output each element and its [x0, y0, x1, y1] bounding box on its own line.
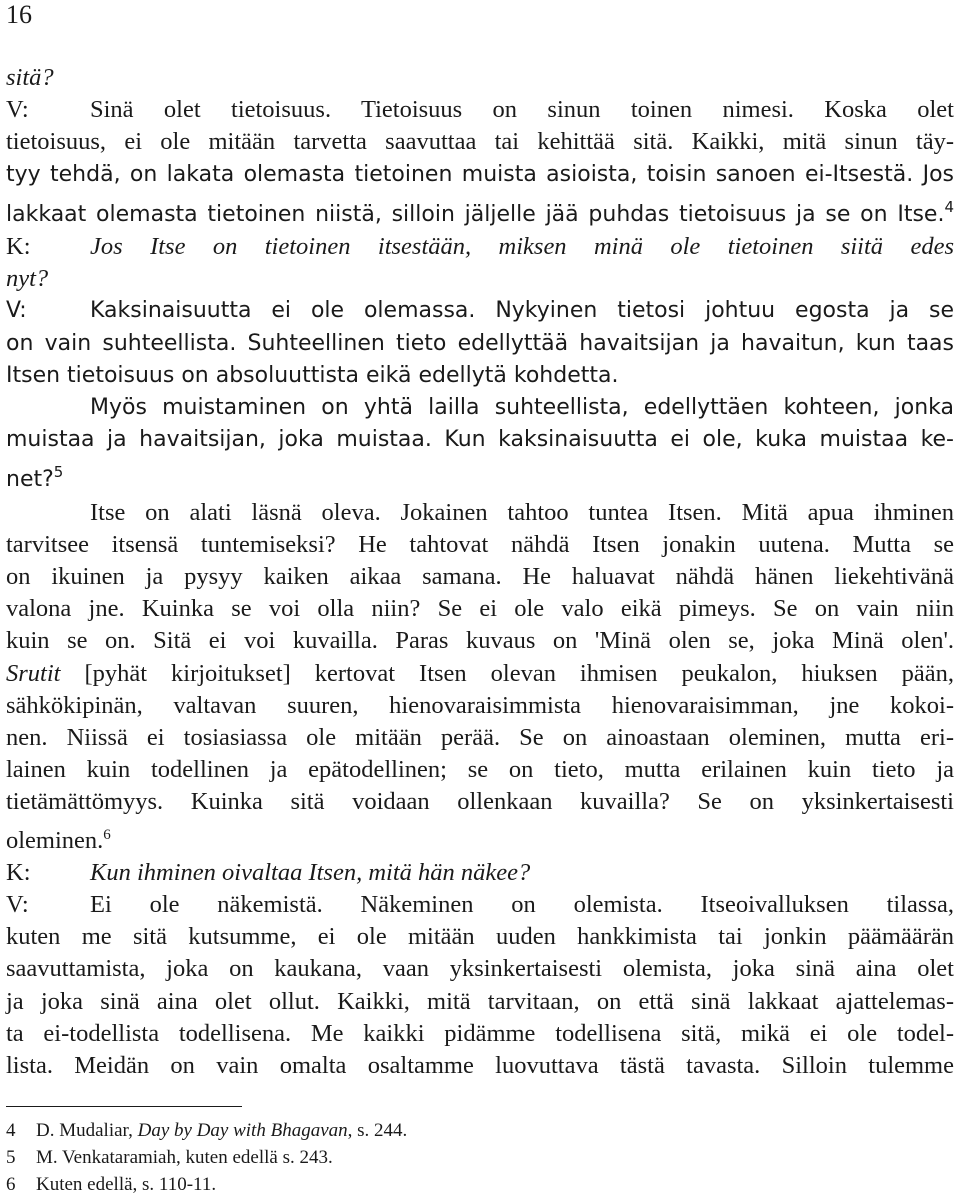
paragraph-line: tietämättömyys. Kuinka sitä voidaan ollenkaan kuvailla? Se on yksinkertaisesti [6, 788, 954, 816]
paragraph-line: ja joka sinä aina olet ollut. Kaikki, mitä tarvitaan, on että sinä lakkaat ajattelemas- [6, 987, 954, 1015]
footnote: 4 D. Mudaliar, Day by Day with Bhagavan, s. 244. [6, 1120, 408, 1141]
footnote: 5 M. Venkataramiah, kuten edellä s. 243. [6, 1147, 333, 1168]
paragraph-line: sähkökipinän, valtavan suuren, hienovaraisimmista hienovaraisimman, jne kokoi- [6, 691, 954, 719]
paragraph-line: valona jne. Kuinka se voi olla niin? Se ei ole valo eikä pimeys. Se on vain niin [6, 595, 954, 623]
paragraph-line: tarvitsee itsensä tuntemiseksi? He tahtovat nähdä Itsen jonakin uutena. Mutta se [6, 530, 954, 558]
paragraph-line: sitä? [6, 64, 54, 91]
paragraph-line: Itsen tietoisuus on absoluuttista eikä edellytä kohdetta. [6, 362, 619, 388]
paragraph-line: K: Kun ihminen oivaltaa Itsen, mitä hän näkee? [6, 858, 531, 886]
footnote-ref: 6 [103, 826, 111, 843]
footnote: 6 Kuten edellä, s. 110-11. [6, 1174, 217, 1195]
paragraph-line: K: Jos Itse on tietoinen itsestään, miksen minä ole tietoinen siitä edes [6, 233, 954, 261]
paragraph-line: muistaa ja havaitsijan, joka muistaa. Kun kaksinaisuutta ei ole, kuka muistaa ke- [6, 427, 954, 453]
paragraph-line: lista. Meidän on vain omalta osaltamme luovuttava tästä tavasta. Silloin tulemme [6, 1052, 954, 1080]
paragraph-line: Myös muistaminen on yhtä lailla suhteellista, edellyttäen kohteen, jonka [90, 395, 954, 421]
paragraph-line: V: Kaksinaisuutta ei ole olemassa. Nykyinen tietosi johtuu egosta ja se [6, 298, 954, 324]
paragraph-line: ta ei-todellista todellisena. Me kaikki pidämme todellisena sitä, mikä ei ole todel- [6, 1019, 954, 1047]
paragraph-line: Itse on alati läsnä oleva. Jokainen tahtoo tuntea Itsen. Mitä apua ihminen [90, 498, 954, 526]
paragraph-line: Srutit [pyhät kirjoitukset] kertovat Itsen olevan ihmisen peukalon, hiuksen pään, [6, 659, 954, 687]
paragraph-line: V: Sinä olet tietoisuus. Tietoisuus on sinun toinen nimesi. Koska olet [6, 96, 954, 124]
paragraph-line: kuin se on. Sitä ei voi kuvailla. Paras kuvaus on 'Minä olen se, joka Minä olen'. [6, 627, 954, 655]
paragraph-line: kuten me sitä kutsumme, ei ole mitään uuden hankkimista tai jonkin päämäärän [6, 923, 954, 951]
paragraph-line: V: Ei ole näkemistä. Näkeminen on olemista. Itseoivalluksen tilassa, [6, 891, 954, 919]
paragraph-line: lakkaat olemasta tietoinen niistä, silloin jäljelle jää puhdas tietoisuus ja se on Itse.$^4$ [6, 197, 954, 227]
paragraph-line: on ikuinen ja pysyy kaiken aikaa samana. He haluavat nähdä hänen liekehtivänä [6, 563, 954, 591]
paragraph-line: on vain suhteellista. Suhteellinen tieto edellyttää havaitsijan ja havaitun, kun taas [6, 330, 954, 356]
paragraph-line: saavuttamista, joka on kaukana, vaan yksinkertaisesti olemista, joka sinä aina olet [6, 955, 954, 983]
footnotes [6, 1117, 407, 1198]
paragraph-line: nyt? [6, 265, 49, 293]
paragraph-line: oleminen.$^6$ [6, 826, 111, 854]
paragraph-line: tyy tehdä, on lakata olemasta tietoinen muista asioista, toisin sanoen ei-Itsestä. Jos [6, 161, 954, 187]
body-text [6, 62, 954, 1082]
footnote-divider [6, 1106, 242, 1107]
footnote-ref: 4 [944, 197, 954, 216]
paragraph-line: net?$^5$ [6, 463, 64, 493]
page-number: 16 [6, 0, 32, 29]
paragraph-line: lainen kuin todellinen ja epätodellinen; se on tieto, mutta erilainen kuin tieto ja [6, 756, 954, 784]
paragraph-line: nen. Niissä ei tosiasiassa ole mitään perää. Se on ainoastaan oleminen, mutta eri- [6, 724, 954, 752]
paragraph-line: tietoisuus, ei ole mitään tarvetta saavuttaa tai kehittää sitä. Kaikki, mitä sinun täy- [6, 128, 954, 156]
footnote-ref: 5 [53, 463, 64, 482]
